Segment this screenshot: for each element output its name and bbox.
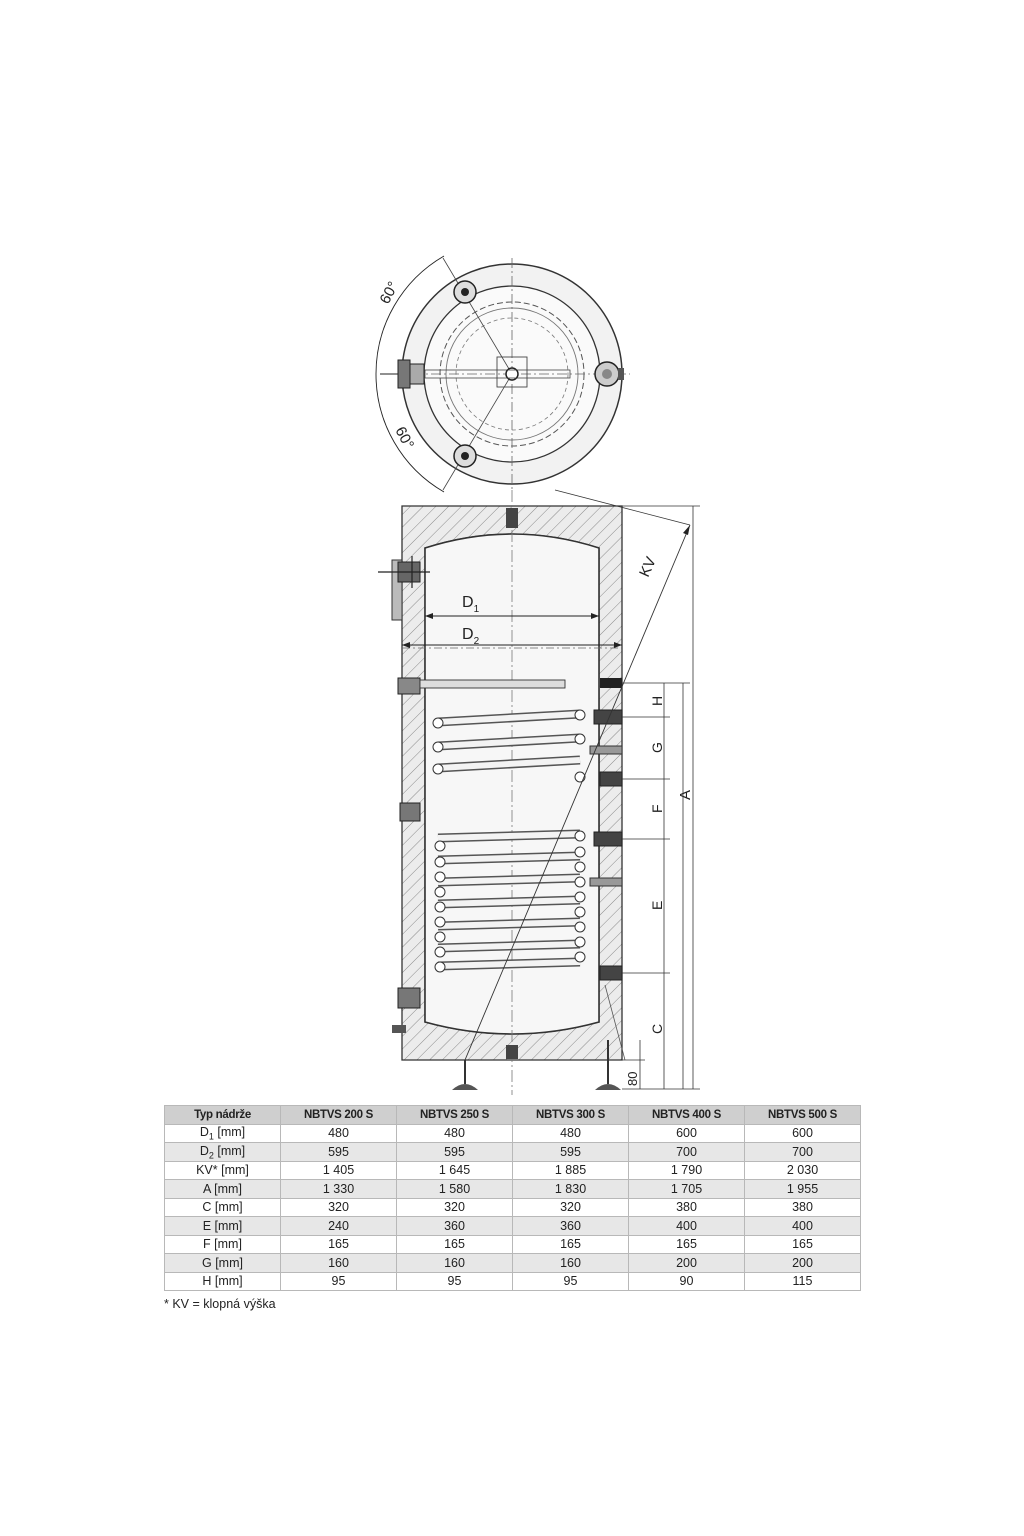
row-label: $D_1$ [mm] (165, 1124, 281, 1143)
cell: 160 (513, 1254, 629, 1273)
spec-table (164, 1105, 861, 1291)
top-view (376, 256, 630, 492)
cell: 595 (281, 1143, 397, 1162)
label-f: F (649, 804, 665, 813)
cell: 480 (397, 1124, 513, 1143)
cell: 1 885 (513, 1161, 629, 1180)
cell: 95 (513, 1272, 629, 1291)
cell: 380 (629, 1198, 745, 1217)
cell: 700 (629, 1143, 745, 1162)
cell: 95 (397, 1272, 513, 1291)
row-label: C [mm] (165, 1198, 281, 1217)
table-row (165, 1198, 861, 1217)
cell: 320 (397, 1198, 513, 1217)
cell: 90 (629, 1272, 745, 1291)
cell: 165 (513, 1235, 629, 1254)
label-d2: $D_2$ (462, 626, 480, 647)
header-model: NBTVS 400 S (629, 1106, 745, 1125)
cell: 1 830 (513, 1180, 629, 1199)
row-label: G [mm] (165, 1254, 281, 1273)
row-label: KV* [mm] (165, 1161, 281, 1180)
table-row (165, 1272, 861, 1291)
table-row (165, 1180, 861, 1199)
cell: 165 (745, 1235, 861, 1254)
cell: 1 580 (397, 1180, 513, 1199)
cell: 115 (745, 1272, 861, 1291)
label-d1: $D_1$ (462, 594, 480, 615)
cell: 400 (629, 1217, 745, 1236)
cell: 1 955 (745, 1180, 861, 1199)
header-model: NBTVS 300 S (513, 1106, 629, 1125)
cell: 2 030 (745, 1161, 861, 1180)
cell: 595 (513, 1143, 629, 1162)
cell: 200 (745, 1254, 861, 1273)
side-section-view (378, 490, 700, 1095)
header-model: NBTVS 500 S (745, 1106, 861, 1125)
footnote: * KV = klopná výška (164, 1297, 276, 1311)
table-row (165, 1235, 861, 1254)
cell: 700 (745, 1143, 861, 1162)
cell: 160 (281, 1254, 397, 1273)
row-label: $D_2$ [mm] (165, 1143, 281, 1162)
cell: 480 (513, 1124, 629, 1143)
cell: 165 (281, 1235, 397, 1254)
cell: 240 (281, 1217, 397, 1236)
label-e: E (649, 900, 665, 910)
cell: 160 (397, 1254, 513, 1273)
cell: 165 (397, 1235, 513, 1254)
leg-left (452, 1060, 478, 1090)
cell: 320 (281, 1198, 397, 1217)
table-row (165, 1161, 861, 1180)
table-header-row (165, 1106, 861, 1125)
header-model: NBTVS 250 S (397, 1106, 513, 1125)
leg-top-view-lower (454, 445, 476, 467)
cell: 320 (513, 1198, 629, 1217)
label-kv: KV (636, 554, 660, 580)
label-h: H (649, 695, 665, 706)
cell: 95 (281, 1272, 397, 1291)
leg-top-view-upper (454, 281, 476, 303)
header-type: Typ nádrže (165, 1106, 281, 1125)
label-base-height: 80 (625, 1071, 640, 1086)
table-row (165, 1124, 861, 1143)
bottom-socket (506, 1045, 518, 1059)
cell: 480 (281, 1124, 397, 1143)
cell: 595 (397, 1143, 513, 1162)
middle-left-socket (400, 803, 420, 821)
row-label: H [mm] (165, 1272, 281, 1291)
cell: 380 (745, 1198, 861, 1217)
label-g: G (649, 742, 665, 753)
label-c: C (649, 1023, 665, 1034)
row-label: F [mm] (165, 1235, 281, 1254)
cell: 1 330 (281, 1180, 397, 1199)
cell: 200 (629, 1254, 745, 1273)
side-flange-top (380, 360, 424, 388)
row-label: A [mm] (165, 1180, 281, 1199)
angle-label-bottom: 60° (391, 423, 418, 452)
row-label: E [mm] (165, 1217, 281, 1236)
table-row (165, 1217, 861, 1236)
top-socket (506, 508, 518, 528)
cell: 600 (629, 1124, 745, 1143)
cell: 400 (745, 1217, 861, 1236)
cell: 1 645 (397, 1161, 513, 1180)
cell: 360 (513, 1217, 629, 1236)
cell: 1 405 (281, 1161, 397, 1180)
cell: 600 (745, 1124, 861, 1143)
table-row (165, 1254, 861, 1273)
header-model: NBTVS 200 S (281, 1106, 397, 1125)
cell: 1 705 (629, 1180, 745, 1199)
cell: 1 790 (629, 1161, 745, 1180)
table-row (165, 1143, 861, 1162)
cell: 360 (397, 1217, 513, 1236)
cell: 165 (629, 1235, 745, 1254)
label-a: A (677, 789, 694, 800)
angle-label-top: 60° (376, 278, 403, 307)
